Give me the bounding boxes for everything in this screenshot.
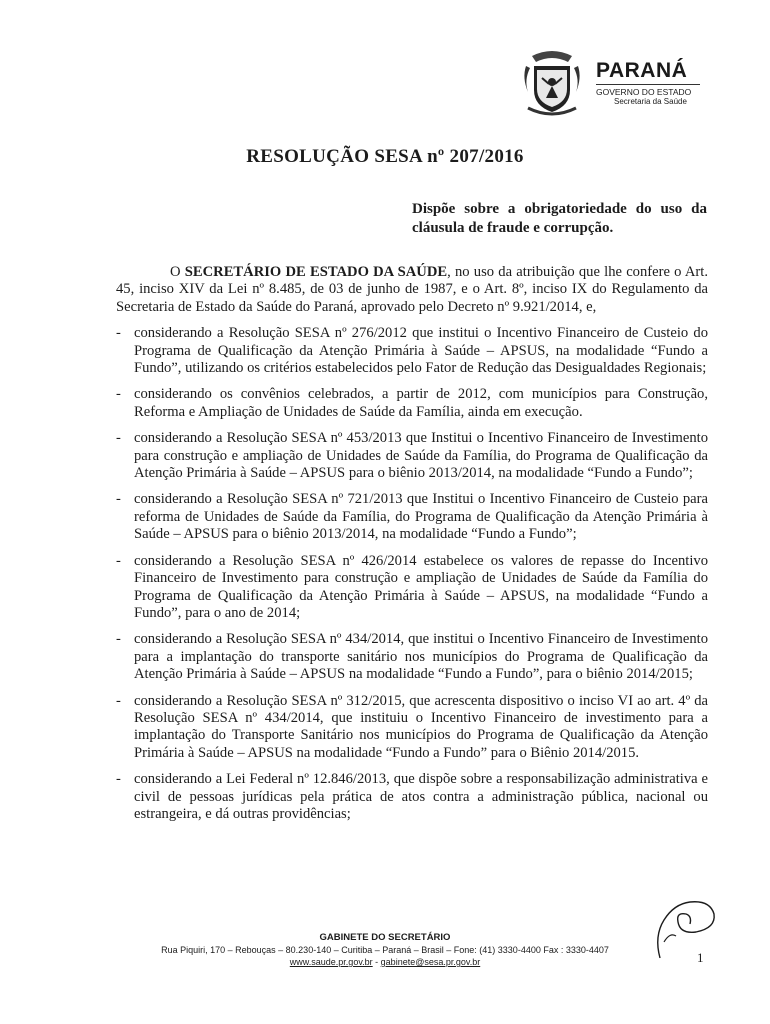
document-summary: Dispõe sobre a obrigatoriedade do uso da cláusula de fraude e corrupção.: [412, 201, 707, 236]
list-item: [116, 430, 708, 482]
brand-government: GOVERNO DO ESTADO: [596, 84, 700, 97]
list-item: [116, 631, 708, 683]
footer-address: Rua Piquiri, 170 – Rebouças – 80.230-140 – Curitiba – Paraná – Brasil – Fone: (41) 3330-4400 Fax : 3330-4407: [161, 945, 609, 955]
intro-authority: SECRETÁRIO DE ESTADO DA SAÚDE: [184, 264, 448, 280]
list-item: [116, 386, 708, 421]
document-body: [116, 264, 708, 832]
list-item: [116, 325, 708, 377]
page-footer: [0, 932, 770, 968]
dash-bullet: -: [116, 491, 121, 508]
list-item-text: considerando a Resolução SESA nº 453/2013 que Institui o Incentivo Financeiro de Investimento para construção e ampliação de Unidades de Saúde da Família, do Programa de Qualificação da Atenção Primária à Saúde – APSUS para o biênio 2013/2014, na modalidade “Fundo a Fundo”;: [134, 430, 708, 482]
list-item-text: considerando a Resolução SESA nº 426/2014 estabelece os valores de repasse do Incentivo Financeiro de Investimento para construção e ampliação de Unidades de Saúde da Família do Programa de Qualificação da Atenção Primária à Saúde – APSUS, na modalidade “Fundo a Fundo”, para o ano de 2014;: [134, 552, 708, 621]
list-item: [116, 693, 708, 763]
document-title: RESOLUÇÃO SESA nº 207/2016: [246, 146, 524, 167]
email-link[interactable]: gabinete@sesa.pr.gov.br: [380, 957, 481, 967]
list-item-text: considerando os convênios celebrados, a partir de 2012, com municípios para Construção, Reforma e Ampliação de Unidades de Saúde da Família, ainda em execução.: [134, 386, 708, 420]
footer-office: GABINETE DO SECRETÁRIO: [319, 932, 451, 943]
website-link[interactable]: www.saude.pr.gov.br: [289, 957, 373, 967]
brand-secretariat: Secretaria da Saúde: [614, 97, 687, 106]
intro-text: , no uso da atribuição que lhe confere o Art. 45, inciso XIV da Lei nº 8.485, de 03 de junho de 1987, e o Art. 8º, inciso IX do Regulamento da Secretaria de Estado da Saúde do Paraná, aprovado pelo Decreto nº 9.921/2014, e,: [116, 264, 708, 315]
state-logo: [520, 48, 710, 120]
parana-coat-of-arms-icon: [520, 48, 584, 118]
intro-prefix: O: [170, 264, 185, 280]
list-item: [116, 491, 708, 543]
link-separator: -: [372, 957, 381, 967]
list-item-text: considerando a Resolução SESA nº 276/2012 que institui o Incentivo Financeiro de Custeio do Programa de Qualificação da Atenção Primária à Saúde – APSUS, na modalidade “Fundo a Fundo”, utilizando os critérios estabelecidos pelo Fator de Redução das Desigualdades Regionais;: [134, 325, 708, 377]
dash-bullet: -: [116, 771, 121, 788]
dash-bullet: -: [116, 386, 121, 403]
list-item-text: considerando a Lei Federal nº 12.846/2013, que dispõe sobre a responsabilização administrativa e civil de pessoas jurídicas pela prática de atos contra a administração pública, nacional ou estrangeira, e dá outras providências;: [134, 771, 708, 822]
list-item-text: considerando a Resolução SESA nº 434/2014, que institui o Incentivo Financeiro de Investimento para a implantação do transporte sanitário nos municípios do Programa de Qualificação da Atenção Primária à Saúde – APSUS na modalidade “Fundo a Fundo”, para o biênio 2014/2015;: [134, 631, 708, 683]
intro-paragraph: [116, 264, 708, 316]
list-item-text: considerando a Resolução SESA nº 721/2013 que Institui o Incentivo Financeiro de Custeio para reforma de Unidades de Saúde da Família, do Programa de Qualificação da Atenção Primária à Saúde – APSUS para o biênio 2013/2014, na modalidade “Fundo a Fundo”;: [134, 491, 708, 543]
dash-bullet: -: [116, 631, 121, 648]
list-item: [116, 771, 708, 823]
dash-bullet: -: [116, 692, 121, 709]
dash-bullet: -: [116, 430, 121, 447]
page-number: 1: [697, 950, 704, 965]
dash-bullet: -: [116, 325, 121, 342]
brand-name: PARANÁ: [596, 59, 688, 82]
brand-text: [596, 60, 700, 107]
dash-bullet: -: [116, 552, 121, 569]
footer-links: [0, 956, 770, 968]
list-item: [116, 553, 708, 623]
list-item-text: considerando a Resolução SESA nº 312/2015, que acrescenta dispositivo o inciso VI ao art. 4º da Resolução SESA nº 434/2014, que instituiu o Incentivo Financeiro de investimento para a implantação do Transporte Sanitário nos municípios do Programa de Qualificação da Atenção Primária à Saúde – APSUS na modalidade “Fundo a Fundo” para o Biênio 2014/2015.: [134, 692, 708, 761]
